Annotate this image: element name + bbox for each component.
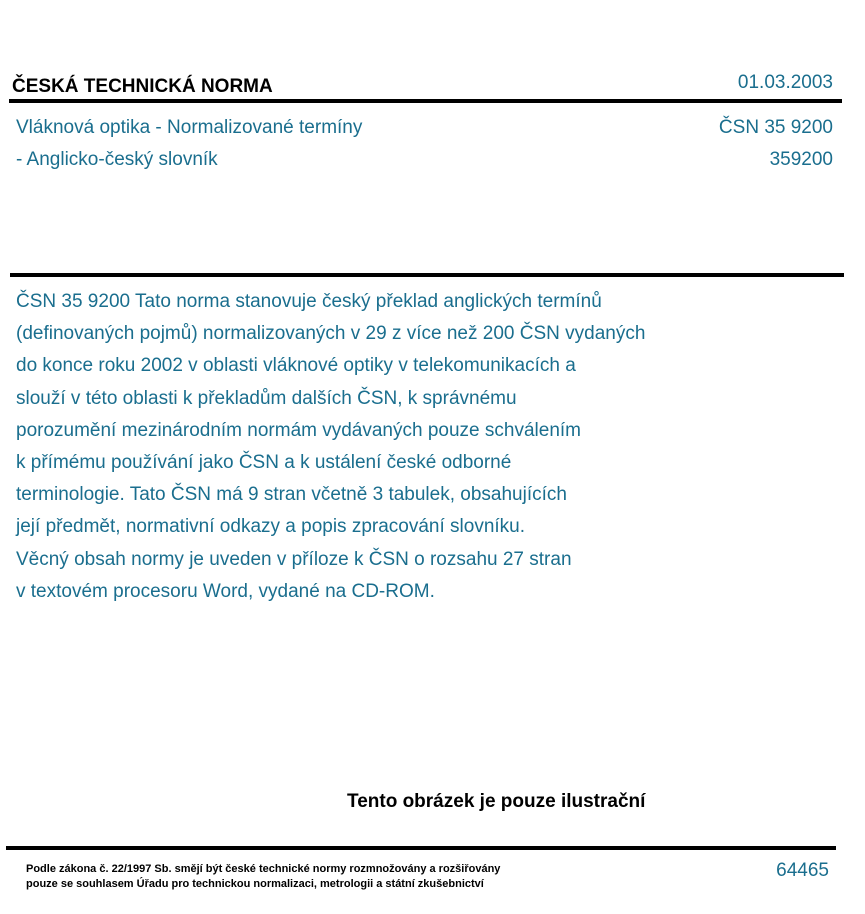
standard-type-heading: ČESKÁ TECHNICKÁ NORMA — [12, 76, 273, 97]
abstract-line: ČSN 35 9200 Tato norma stanovuje český překlad anglických termínů — [16, 291, 602, 312]
abstract-line: do konce roku 2002 v oblasti vláknové optiky v telekomunikacích a — [16, 355, 576, 377]
footer-divider — [6, 846, 836, 850]
abstract-line: (definovaných pojmů) normalizovaných v 29 z více než 200 ČSN vydaných — [16, 323, 646, 345]
abstract-line: slouží v této oblasti k překladům dalších ČSN, k správnému — [16, 387, 517, 409]
document-number: 64465 — [776, 860, 829, 881]
copyright-line-2: pouze se souhlasem Úřadu pro technickou normalizaci, metrologii a státní zkušebnictví — [26, 878, 484, 890]
copyright-line-1: Podle zákona č. 22/1997 Sb. smějí být české technické normy rozmnožovány a rozšiřovány — [26, 863, 501, 875]
abstract-line: v textovém procesoru Word, vydané na CD-ROM. — [16, 580, 435, 602]
header-divider — [9, 99, 842, 103]
document-title-line-2: - Anglicko-český slovník — [16, 149, 218, 170]
abstract-line: k přímému používání jako ČSN a k ustálení české odborné — [16, 452, 512, 474]
abstract-line: porozumění mezinárodním normám vydávaných pouze schválením — [16, 419, 581, 441]
classification-number: 359200 — [769, 149, 833, 170]
abstract-line: terminologie. Tato ČSN má 9 stran včetně 3 tabulek, obsahujících — [16, 484, 567, 506]
abstract-text — [16, 286, 776, 608]
abstract-line: její předmět, normativní odkazy a popis zpracování slovníku. — [16, 516, 526, 538]
document-title-line-1: Vláknová optika - Normalizované termíny — [16, 117, 363, 138]
abstract-line: Věcný obsah normy je uveden v příloze k ČSN o rozsahu 27 stran — [16, 548, 572, 570]
standard-code: ČSN 35 9200 — [718, 117, 833, 138]
copyright-notice — [26, 862, 500, 892]
illustration-disclaimer: Tento obrázek je pouze ilustrační — [347, 791, 646, 812]
section-divider — [10, 273, 844, 277]
publication-date: 01.03.2003 — [737, 72, 833, 93]
